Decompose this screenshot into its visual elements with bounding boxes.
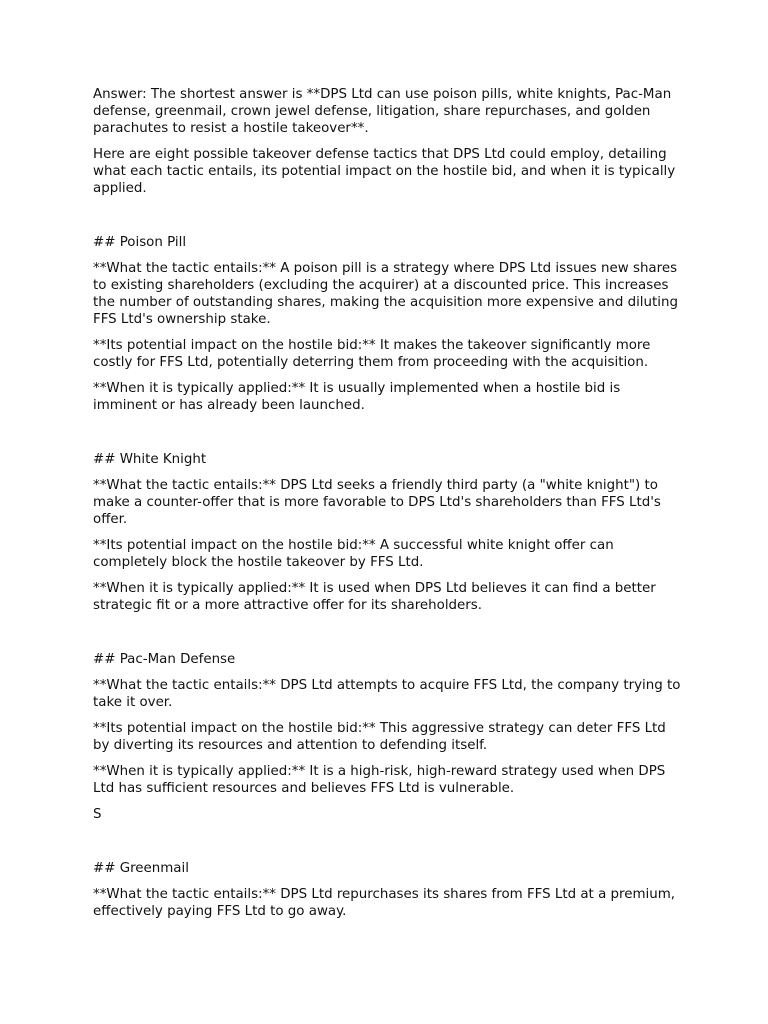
white-knight-impact: **Its potential impact on the hostile bid:** A successful white knight offer can completely block the hostile takeover by FFS Ltd. (93, 538, 618, 570)
poison-pill-impact: **Its potential impact on the hostile bid:** It makes the takeover significantly more costly for FFS Ltd, potentially deterring them from proceeding with the acquisition. (93, 338, 655, 370)
section-heading-white-knight: ## White Knight (93, 452, 207, 467)
pac-man-impact: **Its potential impact on the hostile bid:** This aggressive strategy can deter FFS Ltd by diverting its resources and attention to defending itself. (93, 721, 671, 753)
document-body (93, 86, 683, 929)
stray-text: S (93, 807, 102, 822)
section-heading-pac-man-defense: ## Pac-Man Defense (93, 652, 236, 667)
section-heading-greenmail: ## Greenmail (93, 861, 189, 876)
white-knight-when: **When it is typically applied:** It is used when DPS Ltd believes it can find a better strategic fit or a more attractive offer for its shareholders. (93, 581, 661, 613)
pac-man-when: **When it is typically applied:** It is a high-risk, high-reward strategy used when DPS Ltd has sufficient resources and believes FFS Ltd is vulnerable. (93, 764, 670, 796)
pac-man-entails: **What the tactic entails:** DPS Ltd attempts to acquire FFS Ltd, the company trying to take it over. (93, 678, 685, 710)
poison-pill-entails: **What the tactic entails:** A poison pill is a strategy where DPS Ltd issues new shares to existing shareholders (excluding the acquirer) at a discounted price. This increases the number of outstanding shares, making the acquisition more expensive and diluting FFS Ltd's ownership stake. (93, 261, 683, 327)
answer-paragraph: Answer: The shortest answer is **DPS Ltd can use poison pills, white knights, Pac-Man defense, greenmail, crown jewel defense, litigation, share repurchases, and golden parachutes to resist a hostile takeover**. (93, 87, 676, 136)
greenmail-entails: **What the tactic entails:** DPS Ltd repurchases its shares from FFS Ltd at a premium, effectively paying FFS Ltd to go away. (93, 887, 680, 919)
white-knight-entails: **What the tactic entails:** DPS Ltd seeks a friendly third party (a "white knight") to make a counter-offer that is more favorable to DPS Ltd's shareholders than FFS Ltd's offer. (93, 478, 666, 527)
poison-pill-when: **When it is typically applied:** It is usually implemented when a hostile bid is imminent or has already been launched. (93, 381, 625, 413)
section-heading-poison-pill: ## Poison Pill (93, 235, 187, 250)
overview-paragraph: Here are eight possible takeover defense tactics that DPS Ltd could employ, detailing what each tactic entails, its potential impact on the hostile bid, and when it is typically applied. (93, 147, 680, 196)
